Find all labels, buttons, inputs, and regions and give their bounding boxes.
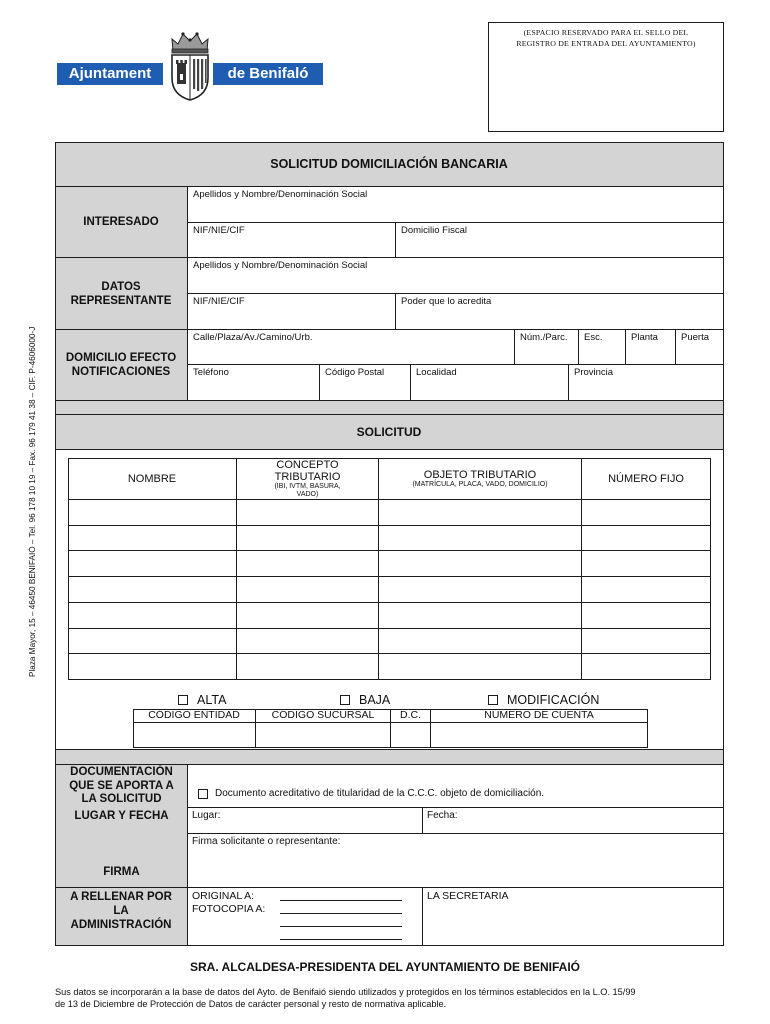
tributo-numero-fijo-cell[interactable] bbox=[582, 526, 711, 551]
tributo-numero-fijo-cell[interactable] bbox=[582, 500, 711, 526]
section-label-text: A RELLENAR POR bbox=[70, 891, 172, 903]
field-label: Fecha: bbox=[427, 810, 458, 821]
section-label-representante bbox=[55, 258, 188, 330]
tributo-nombre-cell[interactable] bbox=[68, 577, 237, 603]
field-label: Código Postal bbox=[325, 367, 385, 378]
representante-poder-field[interactable] bbox=[396, 294, 724, 330]
interesado-nif-field[interactable] bbox=[188, 223, 396, 258]
section-label-firma: FIRMA bbox=[103, 866, 140, 878]
field-label: Esc. bbox=[584, 332, 603, 343]
fotocopia-a-label: FOTOCOPIA A: bbox=[192, 903, 266, 915]
domicilio-telefono-field[interactable] bbox=[188, 365, 320, 401]
extra-blank-line[interactable] bbox=[280, 939, 402, 940]
field-label: Puerta bbox=[681, 332, 709, 343]
field-label: Apellidos y Nombre/Denominación Social bbox=[193, 189, 368, 200]
column-header-text: TRIBUTARIO bbox=[274, 470, 341, 483]
section-label-text: NOTIFICACIONES bbox=[71, 366, 171, 378]
bank-header-dc bbox=[391, 709, 431, 723]
tributo-objeto-cell[interactable] bbox=[379, 603, 582, 629]
section-label-text: QUE SE APORTA A bbox=[69, 779, 174, 792]
field-label: Planta bbox=[631, 332, 658, 343]
domicilio-planta-field[interactable] bbox=[626, 330, 676, 365]
domicilio-puerta-field[interactable] bbox=[676, 330, 724, 365]
domicilio-num-field[interactable] bbox=[515, 330, 579, 365]
lugar-field[interactable] bbox=[188, 808, 423, 834]
field-label: Poder que lo acredita bbox=[401, 296, 492, 307]
checkbox-documento-titularidad[interactable] bbox=[198, 789, 208, 799]
column-header-text: NOMBRE bbox=[127, 472, 177, 485]
column-header-objeto bbox=[379, 458, 582, 500]
tributo-concepto-cell[interactable] bbox=[237, 654, 379, 680]
tributo-objeto-cell[interactable] bbox=[379, 500, 582, 526]
tributo-nombre-cell[interactable] bbox=[68, 526, 237, 551]
tributo-concepto-cell[interactable] bbox=[237, 577, 379, 603]
documento-titularidad-label: Documento acreditativo de titularidad de la C.C.C. objeto de domiciliación. bbox=[215, 788, 545, 799]
bank-sucursal-input[interactable] bbox=[256, 723, 391, 748]
field-label: Domicilio Fiscal bbox=[401, 225, 467, 236]
logo-benifaio-text: de Benifaló bbox=[213, 63, 323, 85]
tributo-objeto-cell[interactable] bbox=[379, 654, 582, 680]
domicilio-cp-field[interactable] bbox=[320, 365, 411, 401]
bank-header-text: D.C. bbox=[400, 709, 421, 721]
coat-of-arms-icon bbox=[166, 30, 214, 102]
section-label-administracion bbox=[55, 888, 188, 946]
column-header-hint: (MATRÍCULA, PLACA, VADO, DOMICILIO) bbox=[412, 480, 548, 488]
firma-field[interactable] bbox=[188, 834, 724, 888]
bank-cuenta-input[interactable] bbox=[431, 723, 648, 748]
secretaria-box bbox=[423, 888, 724, 946]
field-label: Calle/Plaza/Av./Camino/Urb. bbox=[193, 332, 313, 343]
bank-header-text: CÓDIGO SUCURSAL bbox=[271, 709, 375, 721]
tributo-numero-fijo-cell[interactable] bbox=[582, 577, 711, 603]
section-label-documentacion bbox=[55, 766, 188, 807]
stamp-box-line: REGISTRO DE ENTRADA DEL AYUNTAMIENTO) bbox=[516, 39, 696, 48]
representante-name-field[interactable] bbox=[188, 258, 724, 294]
section-label-text: LA bbox=[113, 905, 129, 917]
section-label-text: INTERESADO bbox=[83, 216, 159, 228]
tributo-concepto-cell[interactable] bbox=[237, 500, 379, 526]
section-label-interesado bbox=[55, 187, 188, 258]
form-title-bar bbox=[55, 142, 724, 187]
section-label-text: DATOS bbox=[101, 280, 141, 293]
field-label: Núm./Parc. bbox=[520, 332, 568, 343]
addressee: SRA. ALCALDESA-PRESIDENTA DEL AYUNTAMIENTO DE BENIFAIÓ bbox=[189, 960, 581, 974]
option-alta-label: ALTA bbox=[197, 693, 227, 707]
tributo-nombre-cell[interactable] bbox=[68, 654, 237, 680]
section-divider bbox=[55, 401, 724, 415]
field-label: Localidad bbox=[416, 367, 457, 378]
tributo-numero-fijo-cell[interactable] bbox=[582, 629, 711, 654]
field-label: NIF/NIE/CIF bbox=[193, 296, 245, 307]
tributo-numero-fijo-cell[interactable] bbox=[582, 551, 711, 577]
column-header-nombre bbox=[68, 458, 237, 500]
interesado-name-field[interactable] bbox=[188, 187, 724, 223]
domicilio-localidad-field[interactable] bbox=[411, 365, 569, 401]
column-header-numero-fijo bbox=[582, 458, 711, 500]
bank-dc-input[interactable] bbox=[391, 723, 431, 748]
section-label-text: DOMICILIO EFECTO bbox=[65, 352, 177, 364]
field-label: Lugar: bbox=[192, 810, 221, 821]
option-modificacion[interactable] bbox=[488, 693, 599, 707]
bank-header-sucursal bbox=[256, 709, 391, 723]
option-baja-label: BAJA bbox=[359, 693, 391, 707]
original-a-label: ORIGINAL A: bbox=[192, 890, 255, 902]
section-label-text: LA SOLICITUD bbox=[81, 793, 162, 805]
side-address: Plaza Mayor, 15 – 46450 BENIFAIÓ – Tel. 96 178 10 19 – Fax. 96 179 41 38 – CIF. P-4606000-J bbox=[28, 326, 37, 678]
checkbox-alta[interactable] bbox=[178, 695, 188, 705]
fecha-field[interactable] bbox=[423, 808, 724, 834]
privacy-disclaimer-line: de 13 de Diciembre de Protección de Datos de carácter personal y resto de normativa aplicable. bbox=[55, 999, 447, 1009]
tributo-objeto-cell[interactable] bbox=[379, 551, 582, 577]
registry-stamp-box bbox=[488, 22, 724, 132]
tributo-numero-fijo-cell[interactable] bbox=[582, 654, 711, 680]
tributo-concepto-cell[interactable] bbox=[237, 551, 379, 577]
section-label-text: ADMINISTRACIÓN bbox=[70, 919, 172, 931]
checkbox-baja[interactable] bbox=[340, 695, 350, 705]
bank-header-entidad bbox=[133, 709, 256, 723]
interesado-domicilio-field[interactable] bbox=[396, 223, 724, 258]
tributo-concepto-cell[interactable] bbox=[237, 526, 379, 551]
tributo-row bbox=[68, 577, 711, 603]
section-label-domicilio bbox=[55, 330, 188, 401]
section-label-text: REPRESENTANTE bbox=[70, 294, 172, 307]
bank-header-cuenta bbox=[431, 709, 648, 723]
tributo-row bbox=[68, 526, 711, 551]
solicitud-title: SOLICITUD bbox=[356, 425, 422, 439]
secretaria-label: LA SECRETARIA bbox=[427, 890, 509, 902]
option-alta[interactable] bbox=[178, 693, 226, 707]
tributo-concepto-cell[interactable] bbox=[237, 629, 379, 654]
field-label: Teléfono bbox=[193, 367, 229, 378]
field-label: Apellidos y Nombre/Denominación Social bbox=[193, 260, 368, 271]
stamp-box-line: (ESPACIO RESERVADO PARA EL SELLO DEL bbox=[523, 28, 689, 37]
form-title: SOLICITUD DOMICILIACIÓN BANCARIA bbox=[270, 157, 508, 171]
privacy-disclaimer-line: Sus datos se incorporarán a la base de datos del Ayto. de Benifaió siendo utilizados y protegidos en los términos establecidos en la L.O. 15/99 bbox=[55, 987, 636, 997]
column-header-concepto bbox=[237, 458, 379, 500]
tributo-nombre-cell[interactable] bbox=[68, 551, 237, 577]
tributo-nombre-cell[interactable] bbox=[68, 500, 237, 526]
domicilio-esc-field[interactable] bbox=[579, 330, 626, 365]
representante-nif-field[interactable] bbox=[188, 294, 396, 330]
section-divider bbox=[55, 750, 724, 765]
domicilio-provincia-field[interactable] bbox=[569, 365, 724, 401]
column-header-hint: VADO) bbox=[296, 490, 319, 498]
tributo-row bbox=[68, 654, 711, 680]
tributo-objeto-cell[interactable] bbox=[379, 526, 582, 551]
tributo-nombre-cell[interactable] bbox=[68, 603, 237, 629]
section-label-text: DOCUMENTACIÓN bbox=[70, 766, 173, 778]
tributo-row bbox=[68, 603, 711, 629]
column-header-text: OBJETO TRIBUTARIO bbox=[423, 468, 537, 481]
field-label: Firma solicitante o representante: bbox=[192, 836, 341, 847]
extra-blank-line[interactable] bbox=[280, 926, 402, 927]
option-modificacion-label: MODIFICACIÓN bbox=[507, 693, 600, 707]
tributo-nombre-cell[interactable] bbox=[68, 629, 237, 654]
column-header-hint: (IBI, IVTM, BASURA, bbox=[274, 482, 341, 490]
bank-header-text: NÚMERO DE CUENTA bbox=[484, 709, 594, 721]
tributo-row bbox=[68, 629, 711, 654]
solicitud-title-bar bbox=[55, 415, 724, 450]
tributo-objeto-cell[interactable] bbox=[379, 629, 582, 654]
column-header-text: NÚMERO FIJO bbox=[608, 472, 684, 485]
field-label: NIF/NIE/CIF bbox=[193, 225, 245, 236]
tributo-concepto-cell[interactable] bbox=[237, 603, 379, 629]
column-header-text: CONCEPTO bbox=[276, 458, 339, 471]
bank-header-text: CÓDIGO ENTIDAD bbox=[148, 709, 240, 721]
option-baja[interactable] bbox=[340, 693, 390, 707]
tributo-objeto-cell[interactable] bbox=[379, 577, 582, 603]
tributo-numero-fijo-cell[interactable] bbox=[582, 603, 711, 629]
checkbox-modificacion[interactable] bbox=[488, 695, 498, 705]
domicilio-calle-field[interactable] bbox=[188, 330, 515, 365]
field-label: Provincia bbox=[574, 367, 614, 378]
bank-entidad-input[interactable] bbox=[133, 723, 256, 748]
fotocopia-a-blank[interactable] bbox=[280, 913, 402, 914]
original-a-blank[interactable] bbox=[280, 900, 402, 901]
section-label-lugar-fecha: LUGAR Y FECHA bbox=[74, 810, 169, 822]
tributo-row bbox=[68, 551, 711, 577]
tributo-row bbox=[68, 500, 711, 526]
documentacion-row bbox=[188, 765, 724, 808]
logo-ajuntament-text: Ajuntament bbox=[57, 63, 163, 85]
